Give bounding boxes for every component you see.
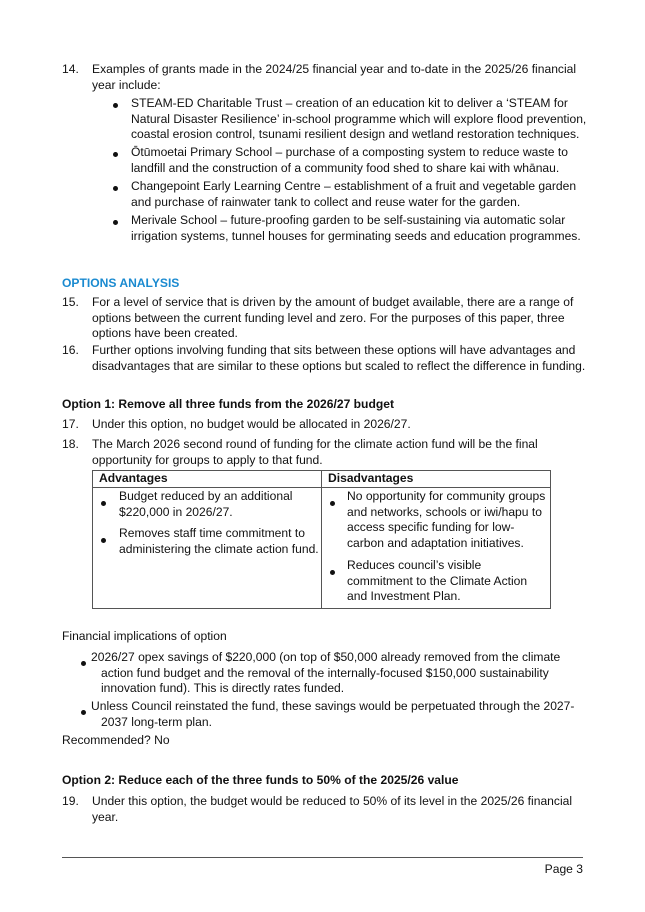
paragraph-15 [92,295,597,342]
bullet-icon [101,495,106,511]
text-line: action fund budget and the removal of the internally-focused $150,000 sustainability [101,665,549,680]
text-line: Examples of grants made in the 2024/25 financial year and to-date in the 2025/26 financial [92,62,577,76]
paragraph-14 [92,62,597,93]
text-line: For a level of service that is driven by the amount of budget available, there are a range of [92,295,574,309]
text-line: Ōtūmoetai Primary School – purchase of a composting system to reduce waste to [131,145,568,159]
financial-implication-item [91,699,581,730]
text-line: STEAM-ED Charitable Trust – creation of an education kit to deliver a ‘STEAM for [131,96,568,110]
text-line: Under this option, the budget would be reduced to 50% of its level in the 2025/26 financial [92,794,573,808]
text-line: Reduces council’s visible [347,558,482,572]
bullet-icon [113,180,119,196]
paragraph-number: 14. [62,62,79,76]
grant-example-item [131,145,601,176]
paragraph-number: 15. [62,295,79,309]
text-line: disadvantages that are similar to these options but scaled to reflect the difference in funding. [92,358,586,373]
text-line: Further options involving funding that sits between these options will have advantages and [92,343,576,357]
advantages-disadvantages-table [92,470,551,609]
option-1-heading: Option 1: Remove all three funds from the 2026/27 budget [62,397,394,411]
page-number: Page 3 [544,862,583,876]
bullet-icon [81,704,86,720]
disadvantages-cell [322,488,551,609]
text-line: No opportunity for community groups [347,489,546,503]
section-heading: OPTIONS ANALYSIS [62,276,180,290]
text-line: landfill and the construction of a community food shed to share kai with whānau. [131,160,560,175]
disadvantage-item [347,558,552,605]
text-line: $220,000 in 2026/27. [119,504,233,519]
bullet-icon [113,97,119,113]
disadvantage-item [347,489,552,551]
paragraph-number: 18. [62,437,79,451]
text-line: year. [92,809,119,824]
bullet-icon [101,532,106,548]
bullet-icon [113,214,119,230]
paragraph-19 [92,794,597,825]
text-line: Natural Disaster Resilience’ in-school programme which will explore flood prevention, [131,111,587,126]
text-line: carbon and adaptation initiatives. [347,535,524,550]
paragraph-number: 19. [62,794,79,808]
paragraph-17: Under this option, no budget would be allocated in 2026/27. [92,417,411,431]
text-line: irrigation systems, tunnel houses for germinating seeds and education programmes. [131,228,581,243]
paragraph-number: 16. [62,343,79,357]
grant-example-item [131,96,601,143]
text-line: opportunity for groups to apply to that fund. [92,452,323,467]
text-line: coastal erosion control, tsunami resilient design and wetland restoration techniques. [131,127,580,141]
advantages-header: Advantages [93,471,322,488]
text-line: administering the climate action fund. [119,541,319,556]
bullet-icon [81,655,86,671]
option-2-heading: Option 2: Reduce each of the three funds to 50% of the 2025/26 value [62,773,459,787]
grant-example-item [131,179,601,210]
financial-implication-item [91,650,581,697]
text-line: and Investment Plan. [347,589,461,603]
disadvantages-header: Disadvantages [322,471,551,488]
paragraph-16 [92,343,597,374]
advantage-item [119,526,324,557]
text-line: Merivale School – future-proofing garden to be self-sustaining via automatic solar [131,213,566,227]
text-line: Removes staff time commitment to [119,526,305,540]
financial-implications-heading: Financial implications of option [62,629,227,643]
text-line: options have been created. [92,326,238,340]
text-line: year include: [92,77,161,92]
paragraph-number: 17. [62,417,79,431]
text-line: Budget reduced by an additional [119,489,293,503]
bullet-icon [113,146,119,162]
text-line: and networks, schools or iwi/hapu to [347,504,542,519]
recommended-status: Recommended? No [62,733,170,747]
bullet-icon [330,564,335,580]
text-line: and purchase of rainwater tank to collect and reuse water for the garden. [131,194,521,209]
text-line: innovation fund). This is directly rates funded. [101,681,345,695]
text-line: Unless Council reinstated the fund, these savings would be perpetuated through the 2027- [91,699,575,713]
bullet-icon [330,495,335,511]
text-line: commitment to the Climate Action [347,573,528,588]
text-line: options between the current funding level and zero. For the purposes of this paper, three [92,310,565,325]
footer-divider [62,857,583,858]
text-line: access specific funding for low- [347,520,515,534]
advantage-item [119,489,319,520]
advantages-cell [93,488,322,609]
grant-example-item [131,213,601,244]
text-line: 2037 long-term plan. [101,714,212,729]
text-line: Changepoint Early Learning Centre – establishment of a fruit and vegetable garden [131,179,577,193]
text-line: 2026/27 opex savings of $220,000 (on top of $50,000 already removed from the climate [91,650,561,664]
text-line: The March 2026 second round of funding for the climate action fund will be the final [92,437,538,451]
paragraph-18 [92,437,597,468]
